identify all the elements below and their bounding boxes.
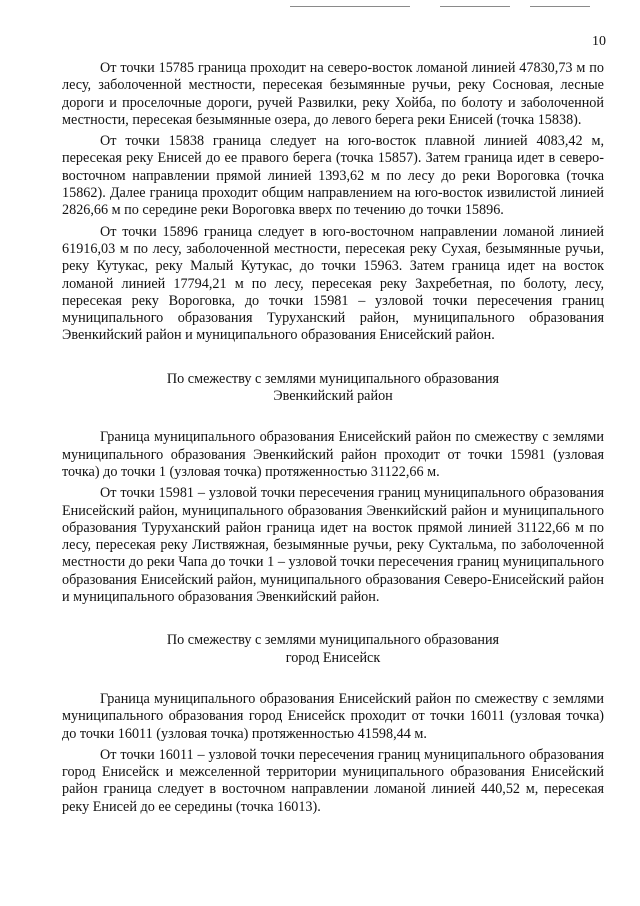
paragraph: От точки 15981 – узловой точки пересечения границ муниципального образования Енисейский район, муниципального образования Эвенкийский район и муниципального образования Туруханский район граница идет на восток прямой линией 31122,66 м по лесу, пересекая реку Листвяжная, безымянные ручьи, реку Суктальма, по заболоченной местности до реки Чапа до точки 1 – узловой точки пересечения границ муниципального образования Енисейский район, муниципального образования Северо-Енисейский район и муниципального образования Эвенкийский район. bbox=[62, 485, 604, 606]
heading-line: По смежеству с землями муниципального образования bbox=[166, 632, 500, 649]
paragraph: От точки 15785 граница проходит на северо-восток ломаной линией 47830,73 м по лесу, заболоченной местности, пересекая безымянные ручьи, реку Сосновая, лесные дороги и проселочные дороги, ручей Развилки, реку Хойба, по болоту и заболоченной местности, пересекая безымянные озера, до левого берега реки Енисей (точка 15838). bbox=[62, 60, 604, 128]
paragraph: От точки 16011 – узловой точки пересечения границ муниципального образования город Енисейск и межселенной территории муниципального образования Енисейский район граница следует в восточном направлении ломаной линией 440,52 м, пересекая реку Енисей до ее середины (точка 16013). bbox=[62, 746, 604, 815]
scan-edge-line bbox=[290, 6, 410, 7]
paragraph: Граница муниципального образования Енисейский район по смежеству с землями муниципального образования город Енисейск проходит от точки 16011 (узловая точка) до точки 16011 (узловая точка) протяженностью 41598,44 м. bbox=[62, 690, 604, 742]
heading-line: город Енисейск bbox=[285, 649, 381, 666]
document-body bbox=[62, 60, 604, 820]
heading-line: По смежеству с землями муниципального образования bbox=[166, 370, 500, 387]
section-heading-yeniseysk bbox=[62, 632, 604, 667]
heading-line: Эвенкийский район bbox=[273, 388, 393, 405]
scan-edge-line bbox=[440, 6, 510, 7]
section-heading-evenki bbox=[62, 371, 604, 406]
page-number: 10 bbox=[592, 34, 606, 49]
paragraph: От точки 15896 граница следует в юго-восточном направлении ломаной линией 61916,03 м по лесу, заболоченной местности, пересекая реку Сухая, безымянные ручьи, реку Кутукас, реку Малый Кутукас, до точки 15963. Затем граница идет на восток ломаной линией 17794,21 м по лесу, пересекая реку Захребетная, по болоту, лесу, пересекая реку Вороговка, до точки 15981 – узловой точки пересечения границ муниципального образования Туруханский район, муниципального образования Эвенкийский район и муниципального образования Енисейский район. bbox=[62, 223, 604, 344]
paragraph: От точки 15838 граница следует на юго-восток плавной линией 4083,42 м, пересекая реку Енисей до ее правого берега (точка 15857). Затем граница идет в северо-восточном направлении прямой линией 1393,62 м по лесу до реки Вороговка (точка 15862). Далее граница проходит общим направлением на юго-восток извилистой линией 2826,66 м по середине реки Вороговка вверх по течению до точки 15896. bbox=[62, 133, 604, 219]
scan-edge-line bbox=[530, 6, 590, 7]
paragraph: Граница муниципального образования Енисейский район по смежеству с землями муниципального образования Эвенкийский район проходит от точки 15981 (узловая точка) до точки 1 (узловая точка) протяженностью 31122,66 м. bbox=[62, 429, 604, 480]
